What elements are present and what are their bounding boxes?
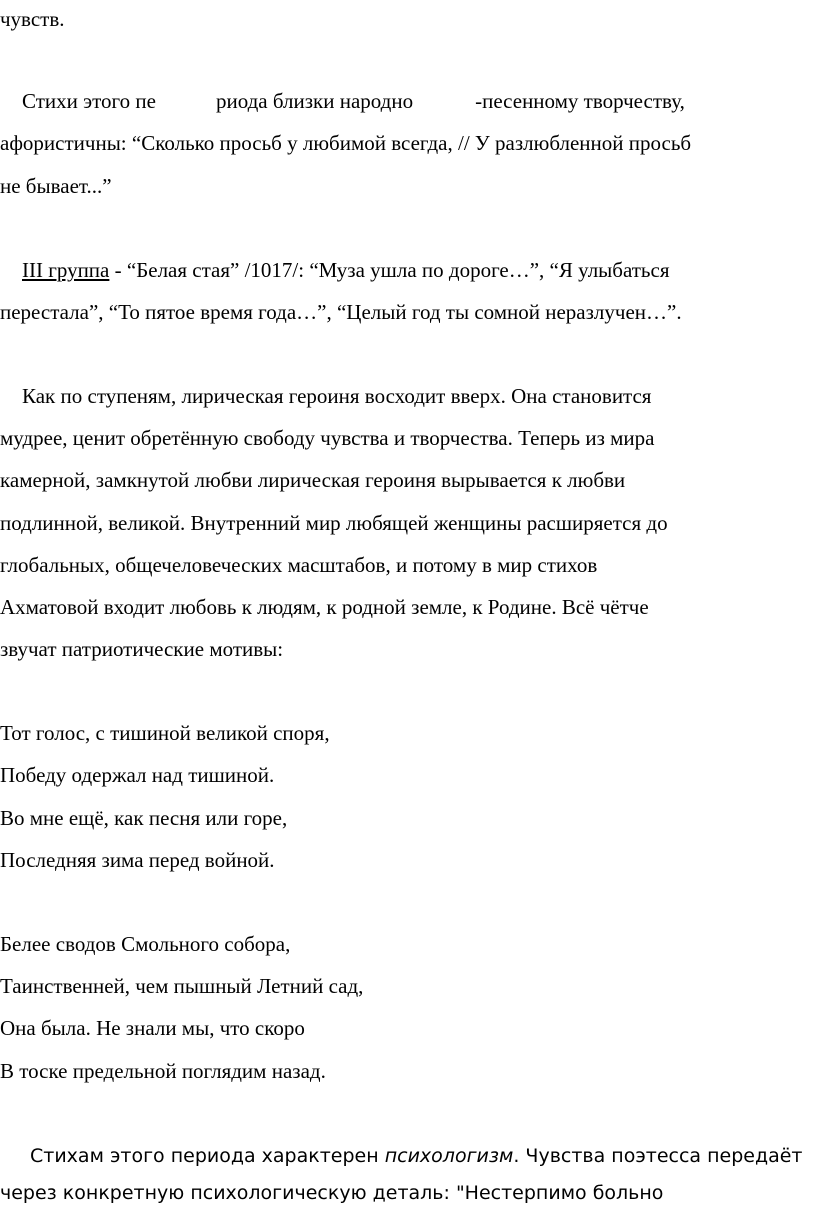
text-fragment: звучат патриотические мотивы:: [0, 637, 284, 661]
text-fragment: -песенному творчеству,: [475, 89, 685, 113]
text-fragment: В тоске предельной поглядим назад.: [0, 1059, 326, 1083]
group-heading: III группа: [22, 258, 110, 282]
poem-line: [0, 1015, 305, 1041]
text-fragment: Таинственней, чем пышный Летний сад,: [0, 974, 364, 998]
text-line: [0, 1180, 663, 1206]
text-line: [0, 510, 668, 536]
text-line: [22, 383, 651, 409]
text-fragment: Она была. Не знали мы, что скоро: [0, 1016, 305, 1040]
text-fragment: мудрее, ценит обретённую свободу чувства и творчества. Теперь из мира: [0, 426, 655, 450]
poem-line: [0, 720, 330, 746]
text-fragment: Как по ступеням, лирическая героиня восходит вверх. Она становится: [22, 384, 652, 408]
text-fragment: чувств.: [0, 7, 65, 31]
poem-line: [0, 1058, 326, 1084]
text-fragment: не бывает...”: [0, 174, 112, 198]
poem-line: [0, 805, 287, 831]
text-fragment: Ахматовой входит любовь к людям, к родной земле, к Родине. Всё чётче: [0, 595, 649, 619]
text-fragment: Белее сводов Смольного собора,: [0, 932, 291, 956]
text-fragment: глобальных, общечеловеческих масштабов, и потому в мир стихов: [0, 553, 598, 577]
text-line: [0, 173, 112, 199]
emphasis-term: психологизм: [384, 1145, 514, 1167]
text-fragment: Стихам этого периода характерен: [30, 1145, 385, 1167]
text-line: [22, 257, 669, 283]
text-fragment: подлинной, великой. Внутренний мир любящей женщины расширяется до: [0, 511, 668, 535]
text-fragment: камерной, замкнутой любви лирическая героиня вырывается к любви: [0, 468, 626, 492]
poem-line: [0, 973, 363, 999]
text-line: [22, 88, 685, 114]
text-fragment: афористичны: “Сколько просьб у любимой всегда, // У разлюбленной просьб: [0, 131, 692, 155]
text-line: [30, 1143, 803, 1169]
text-line: [0, 467, 625, 493]
poem-line: [0, 762, 274, 788]
text-line: [0, 299, 682, 325]
poem-line: [0, 847, 275, 873]
text-line: [0, 636, 283, 662]
text-fragment: риода близки народно: [215, 89, 414, 113]
text-line: [0, 594, 649, 620]
text-fragment: - “Белая стая” /1017/: “Муза ушла по дороге…”, “Я улыбаться: [109, 258, 670, 282]
text-fragment: перестала”, “То пятое время года…”, “Целый год ты сомной неразлучен…”.: [0, 300, 682, 324]
text-fragment: Победу одержал над тишиной.: [0, 763, 275, 787]
text-fragment: через конкретную психологическую деталь: "Нестерпимо больно: [0, 1182, 664, 1204]
text-line: [0, 552, 597, 578]
text-line: [0, 425, 655, 451]
text-fragment: Тот голос, с тишиной великой споря,: [0, 721, 330, 745]
text-fragment: Во мне ещё, как песня или горе,: [0, 806, 288, 830]
text-line: [0, 130, 691, 156]
text-fragment: . Чувства поэтесса передаёт: [513, 1145, 803, 1167]
text-fragment: Стихи этого пе: [22, 89, 156, 113]
text-line: [0, 6, 65, 32]
poem-line: [0, 931, 290, 957]
text-fragment: Последняя зима перед войной.: [0, 848, 275, 872]
